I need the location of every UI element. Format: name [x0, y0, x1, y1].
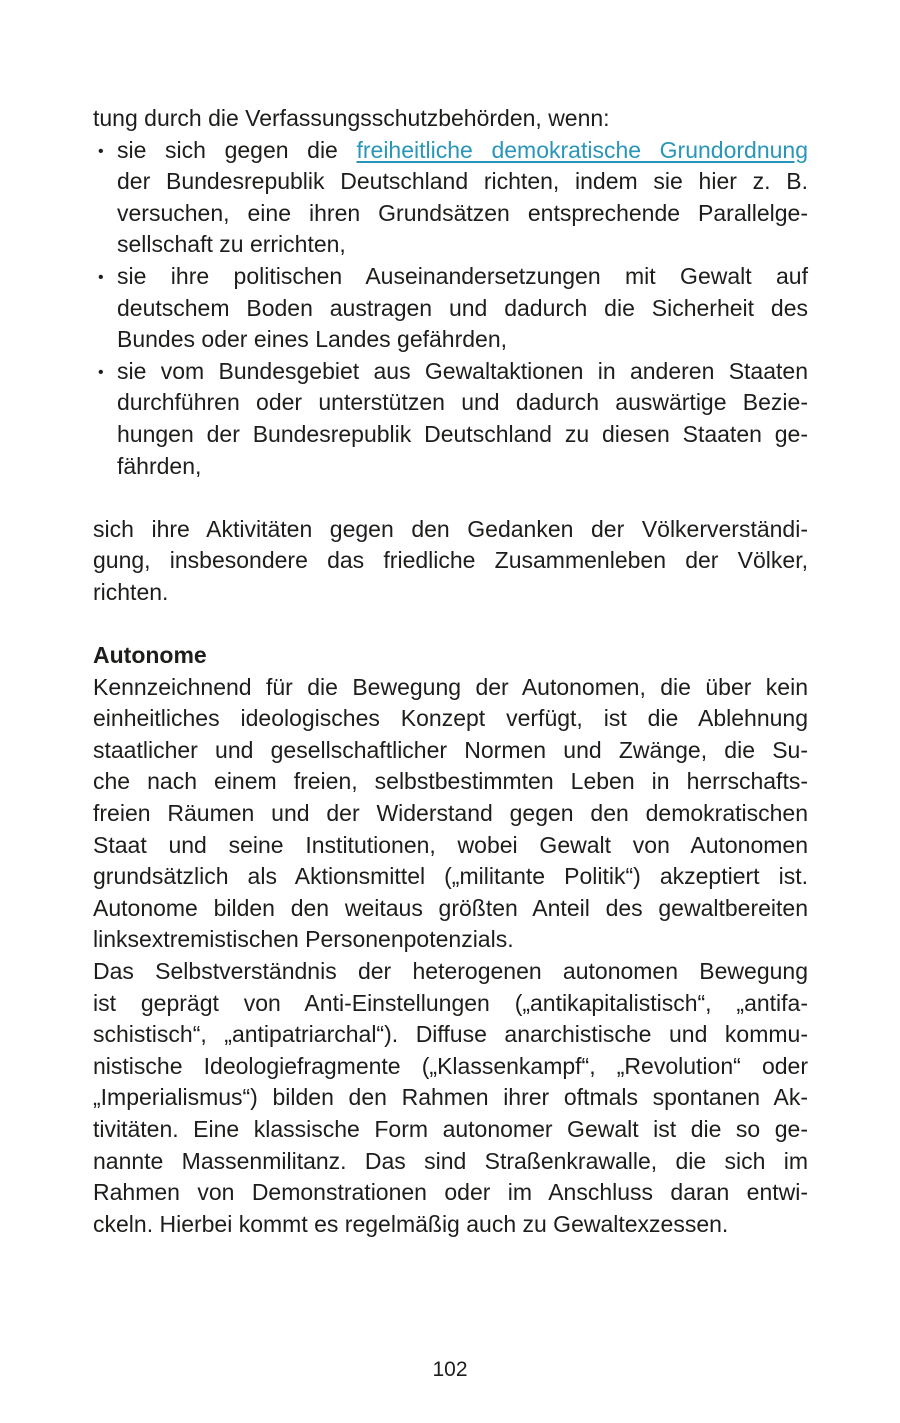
text-line	[117, 261, 808, 293]
text-segment: „Imperialismus“) bilden den Rahmen ihrer oftmals spontanen Ak-	[93, 1084, 808, 1111]
text-segment: Das Selbstverständnis der heterogenen autonomen Bewegung	[93, 958, 808, 985]
text-segment: einheitliches ideologisches Konzept verfügt, ist die Ablehnung	[93, 705, 808, 732]
text-segment: nannte Massenmilitanz. Das sind Straßenkrawalle, die sich im	[93, 1147, 808, 1174]
text-line	[93, 1114, 808, 1146]
text-segment: staatlicher und gesellschaftlicher Normen und Zwänge, die Su-	[93, 736, 808, 763]
text-segment: Rahmen von Demonstrationen oder im Anschluss daran entwi-	[93, 1179, 808, 1206]
text-line	[117, 451, 808, 483]
text-line	[93, 861, 808, 893]
text-line	[93, 1019, 808, 1051]
text-segment: che nach einem freien, selbstbestimmten Leben in herrschafts-	[93, 768, 808, 795]
text-segment: fährden,	[117, 452, 202, 479]
text-line	[93, 766, 808, 798]
text-segment: durchführen oder unterstützen und dadurch auswärtige Bezie-	[117, 389, 808, 416]
text-segment: gung, insbesondere das friedliche Zusammenleben der Völker,	[93, 547, 808, 574]
text-line	[93, 1209, 808, 1241]
text-segment: Autonome bilden den weitaus größten Anteil des gewaltbereiten	[93, 894, 808, 921]
autonome-paragraph-1	[93, 672, 808, 956]
text-segment: sich ihre Aktivitäten gegen den Gedanken der Völkerverständi-	[93, 515, 808, 542]
bullet-icon: •	[98, 142, 104, 160]
text-line	[117, 135, 808, 167]
text-line	[93, 830, 808, 862]
text-line	[117, 198, 808, 230]
text-line	[117, 419, 808, 451]
text-line	[93, 956, 808, 988]
bullet-item	[93, 135, 808, 261]
text-line	[93, 703, 808, 735]
text-segment: sie sich gegen die	[117, 136, 357, 163]
text-line	[93, 1082, 808, 1114]
link-freiheitliche-demokratische-grundordnung[interactable]: freiheitliche demokratische Grundordnung	[356, 136, 808, 163]
text-segment: schistisch“, „antipatriarchal“). Diffuse anarchistische und kommu-	[93, 1021, 808, 1048]
text-segment: der Bundesrepublik Deutschland richten, indem sie hier z. B.	[117, 168, 808, 195]
autonome-paragraph-2	[93, 956, 808, 1240]
text-line	[117, 166, 808, 198]
text-segment: Bundes oder eines Landes gefährden,	[117, 326, 508, 353]
text-line	[93, 798, 808, 830]
text-segment: linksextremistischen Personenpotenzials.	[93, 926, 514, 953]
text-line	[93, 1146, 808, 1178]
text-line	[93, 924, 808, 956]
text-segment: Kennzeichnend für die Bewegung der Autonomen, die über kein	[93, 673, 808, 700]
bullet-item	[93, 356, 808, 482]
text-segment: freien Räumen und der Widerstand gegen den demokratischen	[93, 800, 808, 827]
text-line	[93, 735, 808, 767]
text-segment: sie vom Bundesgebiet aus Gewaltaktionen in anderen Staaten	[117, 357, 808, 384]
section-heading-autonome: Autonome	[93, 642, 207, 669]
text-line	[93, 577, 808, 609]
document-body	[93, 103, 808, 1240]
text-segment: tung durch die Verfassungsschutzbehörden, wenn:	[93, 105, 610, 131]
voelkerverstaendigung-paragraph	[93, 514, 808, 609]
text-line	[93, 893, 808, 925]
text-line	[117, 356, 808, 388]
text-segment: Staat und seine Institutionen, wobei Gewalt von Autonomen	[93, 831, 808, 858]
text-segment: sellschaft zu errichten,	[117, 231, 346, 258]
conditions-list	[93, 135, 808, 483]
text-segment: deutschem Boden austragen und dadurch die Sicherheit des	[117, 294, 808, 321]
bullet-icon: •	[98, 268, 104, 286]
text-segment: richten.	[93, 578, 169, 605]
text-segment: nistische Ideologiefragmente („Klassenkampf“, „Revolution“ oder	[93, 1052, 808, 1079]
text-line	[93, 672, 808, 704]
text-segment: tivitäten. Eine klassische Form autonomer Gewalt ist die so ge-	[93, 1116, 808, 1142]
text-segment: grundsätzlich als Aktionsmittel („militante Politik“) akzeptiert ist.	[93, 863, 808, 890]
page-number: 102	[432, 1358, 468, 1381]
text-segment: ist geprägt von Anti-Einstellungen („antikapitalistisch“, „antifa-	[93, 989, 808, 1016]
text-segment: ckeln. Hierbei kommt es regelmäßig auch zu Gewaltexzessen.	[93, 1210, 729, 1237]
text-line	[93, 1051, 808, 1083]
text-line	[117, 229, 808, 261]
text-line	[117, 324, 808, 356]
text-line	[93, 514, 808, 546]
text-line	[117, 387, 808, 419]
intro-continuation	[93, 103, 808, 135]
bullet-item	[93, 261, 808, 356]
text-line	[117, 293, 808, 325]
text-segment: versuchen, eine ihren Grundsätzen entsprechende Parallelge-	[117, 199, 808, 226]
text-line	[93, 1177, 808, 1209]
text-segment: hungen der Bundesrepublik Deutschland zu diesen Staaten ge-	[117, 420, 808, 447]
bullet-icon: •	[98, 363, 104, 381]
text-line	[93, 103, 808, 135]
text-line	[93, 988, 808, 1020]
text-line	[93, 545, 808, 577]
text-segment: sie ihre politischen Auseinandersetzungen mit Gewalt auf	[117, 262, 808, 289]
